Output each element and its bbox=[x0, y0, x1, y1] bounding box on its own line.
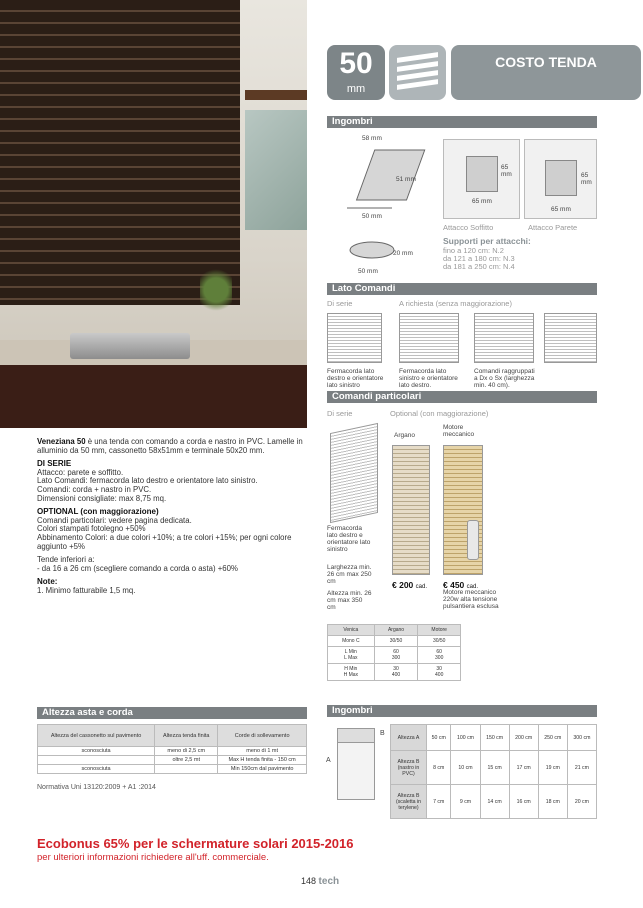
ingombri-cell: Altezza B (scaletta in terylene) bbox=[391, 785, 427, 819]
ingombri-cell: 8 cm bbox=[427, 751, 451, 785]
altezza-cell: sconosciuta bbox=[38, 747, 155, 756]
altezza-cell: Min 150cm dal pavimento bbox=[218, 765, 307, 774]
ingombri-table bbox=[390, 724, 597, 819]
supporti-item: da 121 a 180 cm: N.3 bbox=[443, 254, 515, 263]
attacco-parete-label: Attacco Parete bbox=[528, 223, 578, 232]
ingombri-blind-diagram bbox=[337, 728, 375, 800]
attacco-soffitto-label: Attacco Soffitto bbox=[443, 223, 494, 232]
dim-50b: 50 mm bbox=[358, 268, 378, 275]
price-motore-value: € 450 bbox=[443, 580, 465, 590]
note-line: 1. Minimo fatturabile 1,5 mq. bbox=[37, 585, 136, 595]
supporti-title: Supporti per attacchi: bbox=[443, 236, 531, 246]
lower-cabinet-image bbox=[0, 365, 307, 428]
slats-icon bbox=[389, 45, 446, 100]
optional-line: Colori stampati fotolegno +50% bbox=[37, 524, 146, 534]
lato-caption-1: Fermacorda lato destro e orientatore lato sinistro bbox=[327, 368, 384, 389]
larghezza-caption: Larghezza min. 26 cm max 250 cm bbox=[327, 564, 372, 585]
optional-line: Abbinamento Colori: a due colori +10%; a tre colori +15%; per ogni colore aggiunto +5% bbox=[37, 532, 292, 551]
di-serie-line: Attacco: parete e soffitto. bbox=[37, 467, 124, 477]
remote-icon bbox=[467, 520, 479, 560]
ingombri-cell: 100 cm bbox=[451, 725, 480, 751]
diag-65d: 65 mm bbox=[551, 206, 571, 213]
ceiling-mount-diagram bbox=[443, 139, 520, 219]
section-comandi-particolari: Comandi particolari bbox=[327, 391, 597, 403]
altezza-header: Altezza del cassonetto sul pavimento bbox=[38, 725, 155, 747]
di-serie-line: Comandi: corda + nastro in PVC. bbox=[37, 484, 152, 494]
page-number: 148 bbox=[301, 876, 317, 886]
blind-diagram-1 bbox=[327, 313, 382, 363]
mini-header: Argano bbox=[374, 625, 418, 636]
argano-label: Argano bbox=[394, 432, 415, 439]
altezza-cell: meno di 2,5 cm bbox=[155, 747, 218, 756]
ingombri-cell: 10 cm bbox=[451, 751, 480, 785]
ingombri-cell: 200 cm bbox=[509, 725, 538, 751]
ingombri-cell: Altezza B (nastro in PVC) bbox=[391, 751, 427, 785]
tende-line: - da 16 a 26 cm (scegliere comando a corda o asta) +60% bbox=[37, 563, 238, 573]
product-photo bbox=[0, 0, 307, 428]
supporti-list bbox=[443, 247, 515, 271]
intro-text: è una tenda con comando a corda e nastro in PVC. Lamelle in alluminio da 50 mm, cassonetto 58x51mm e terminale 50x20 mm. bbox=[37, 437, 303, 455]
optional-title: OPTIONAL (con maggiorazione) bbox=[37, 507, 159, 517]
ingombri-cell: Altezza A bbox=[391, 725, 427, 751]
cabinet-image bbox=[245, 110, 307, 230]
ingombri-cell: 21 cm bbox=[567, 751, 596, 785]
profile-diagram bbox=[327, 130, 437, 280]
motore-label: Motore meccanico bbox=[443, 424, 475, 438]
ingombri-cell: 9 cm bbox=[451, 785, 480, 819]
size-unit: mm bbox=[346, 83, 366, 95]
sink-image bbox=[70, 333, 190, 359]
ingombri-cell: 20 cm bbox=[567, 785, 596, 819]
mini-cell: 30/50 bbox=[374, 636, 418, 647]
optional-line: Comandi particolari: vedere pagina dedicata. bbox=[37, 515, 192, 525]
diag-65a: 65 mm bbox=[501, 164, 512, 178]
price-motore-cad: cad. bbox=[466, 584, 478, 590]
price-argano bbox=[392, 580, 427, 590]
ingombri-cell: 18 cm bbox=[538, 785, 567, 819]
wall-mount-diagram bbox=[524, 139, 597, 219]
blind-diagram-2 bbox=[399, 313, 459, 363]
ingombri-cell: 250 cm bbox=[538, 725, 567, 751]
diag-65b: 65 mm bbox=[472, 198, 492, 205]
ingombri-cell: 19 cm bbox=[538, 751, 567, 785]
comandi-di-serie: Di serie bbox=[327, 409, 353, 418]
dim-58: 58 mm bbox=[362, 135, 382, 142]
price-argano-value: € 200 bbox=[392, 580, 414, 590]
venica-table bbox=[327, 624, 461, 681]
plant-image bbox=[200, 265, 232, 315]
page-title: COSTO TENDA bbox=[451, 45, 641, 100]
price-argano-cad: cad. bbox=[415, 584, 427, 590]
altezza-cell: meno di 1 mt bbox=[218, 747, 307, 756]
altezza-header: Altezza tenda finita bbox=[155, 725, 218, 747]
ecobonus-title: Ecobonus 65% per le schermature solari 2015-2016 bbox=[37, 836, 354, 851]
mini-cell: Mono C bbox=[328, 636, 375, 647]
supporti-item: fino a 120 cm: N.2 bbox=[443, 246, 504, 255]
mini-cell: 30/50 bbox=[418, 636, 461, 647]
ingombri-cell: 150 cm bbox=[480, 725, 509, 751]
dim-50a: 50 mm bbox=[362, 213, 382, 220]
ingombri-cell: 7 cm bbox=[427, 785, 451, 819]
ingombri-cell: 50 cm bbox=[427, 725, 451, 751]
altezza-caption: Altezza min. 26 cm max 350 cm bbox=[327, 590, 372, 611]
mini-cell: 60 300 bbox=[418, 647, 461, 664]
fermacorda-caption: Fermacorda lato destro e orientatore lato sinistro bbox=[327, 525, 371, 553]
venetian-blind-image bbox=[0, 0, 240, 305]
page-footer bbox=[301, 876, 339, 887]
shelf-image bbox=[245, 90, 307, 100]
altezza-cell: oltre 2,5 mt bbox=[155, 756, 218, 765]
mini-cell: L Min L Max bbox=[328, 647, 375, 664]
product-description bbox=[37, 438, 305, 596]
label-b: B bbox=[380, 730, 385, 737]
lato-a-richiesta: A richiesta (senza maggiorazione) bbox=[399, 299, 512, 308]
ingombri-cell: 300 cm bbox=[567, 725, 596, 751]
ingombri-cell: 17 cm bbox=[509, 751, 538, 785]
di-serie-line: Dimensioni consigliate: max 8,75 mq. bbox=[37, 493, 167, 503]
section-ingombri: Ingombri bbox=[327, 116, 597, 128]
ecobonus-subtitle: per ulteriori informazioni richiedere all'uff. commerciale. bbox=[37, 852, 269, 863]
dim-20: 20 mm bbox=[393, 250, 413, 257]
altezza-cell: Max H tenda finita - 150 cm bbox=[218, 756, 307, 765]
mini-header: Motore bbox=[418, 625, 461, 636]
comandi-optional: Optional (con maggiorazione) bbox=[390, 409, 489, 418]
diag-65c: 65 mm bbox=[581, 172, 592, 186]
di-serie-title: DI SERIE bbox=[37, 459, 72, 469]
blind-diagram-4 bbox=[544, 313, 597, 363]
section-altezza-asta: Altezza asta e corda bbox=[37, 707, 307, 719]
section-ingombri-2: Ingombri bbox=[327, 705, 597, 717]
mini-cell: 60 300 bbox=[374, 647, 418, 664]
label-a: A bbox=[326, 757, 331, 764]
ingombri-cell: 14 cm bbox=[480, 785, 509, 819]
supporti-item: da 181 a 250 cm: N.4 bbox=[443, 262, 515, 271]
blind-3d-image bbox=[330, 423, 378, 523]
tende-inferiori: Tende inferiori a: bbox=[37, 555, 95, 565]
brand-name: tech bbox=[318, 876, 340, 887]
lato-caption-2: Fermacorda lato sinistro e orientatore lato destro. bbox=[399, 368, 458, 389]
blind-diagram-3 bbox=[474, 313, 534, 363]
normativa: Normativa Uni 13120:2009 + A1 :2014 bbox=[37, 784, 156, 791]
altezza-table bbox=[37, 724, 307, 774]
mini-header: Venica bbox=[328, 625, 375, 636]
section-lato-comandi: Lato Comandi bbox=[327, 283, 597, 295]
size-badge bbox=[327, 45, 385, 100]
altezza-cell: sconosciuta bbox=[38, 765, 155, 774]
altezza-cell bbox=[155, 765, 218, 774]
ingombri-cell: 16 cm bbox=[509, 785, 538, 819]
altezza-header: Corde di sollevamento bbox=[218, 725, 307, 747]
di-serie-line: Lato Comandi: fermacorda lato destro e orientatore lato sinistro. bbox=[37, 476, 258, 486]
ingombri-cell: 15 cm bbox=[480, 751, 509, 785]
lato-caption-3: Comandi raggruppati a Dx o Sx (larghezza min. 40 cm). bbox=[474, 368, 535, 389]
mini-cell: 30 400 bbox=[418, 664, 461, 681]
motore-desc: Motore meccanico 220w alta tensione pulsantiera esclusa bbox=[443, 589, 499, 610]
size-number: 50 bbox=[339, 47, 373, 80]
mini-cell: 30 400 bbox=[374, 664, 418, 681]
altezza-cell bbox=[38, 756, 155, 765]
mini-cell: H Min H Max bbox=[328, 664, 375, 681]
lato-di-serie: Di serie bbox=[327, 299, 353, 308]
intro-bold: Veneziana 50 bbox=[37, 437, 86, 446]
note-title: Note: bbox=[37, 577, 58, 587]
argano-image bbox=[392, 445, 430, 575]
dim-51: 51 mm bbox=[396, 176, 416, 183]
